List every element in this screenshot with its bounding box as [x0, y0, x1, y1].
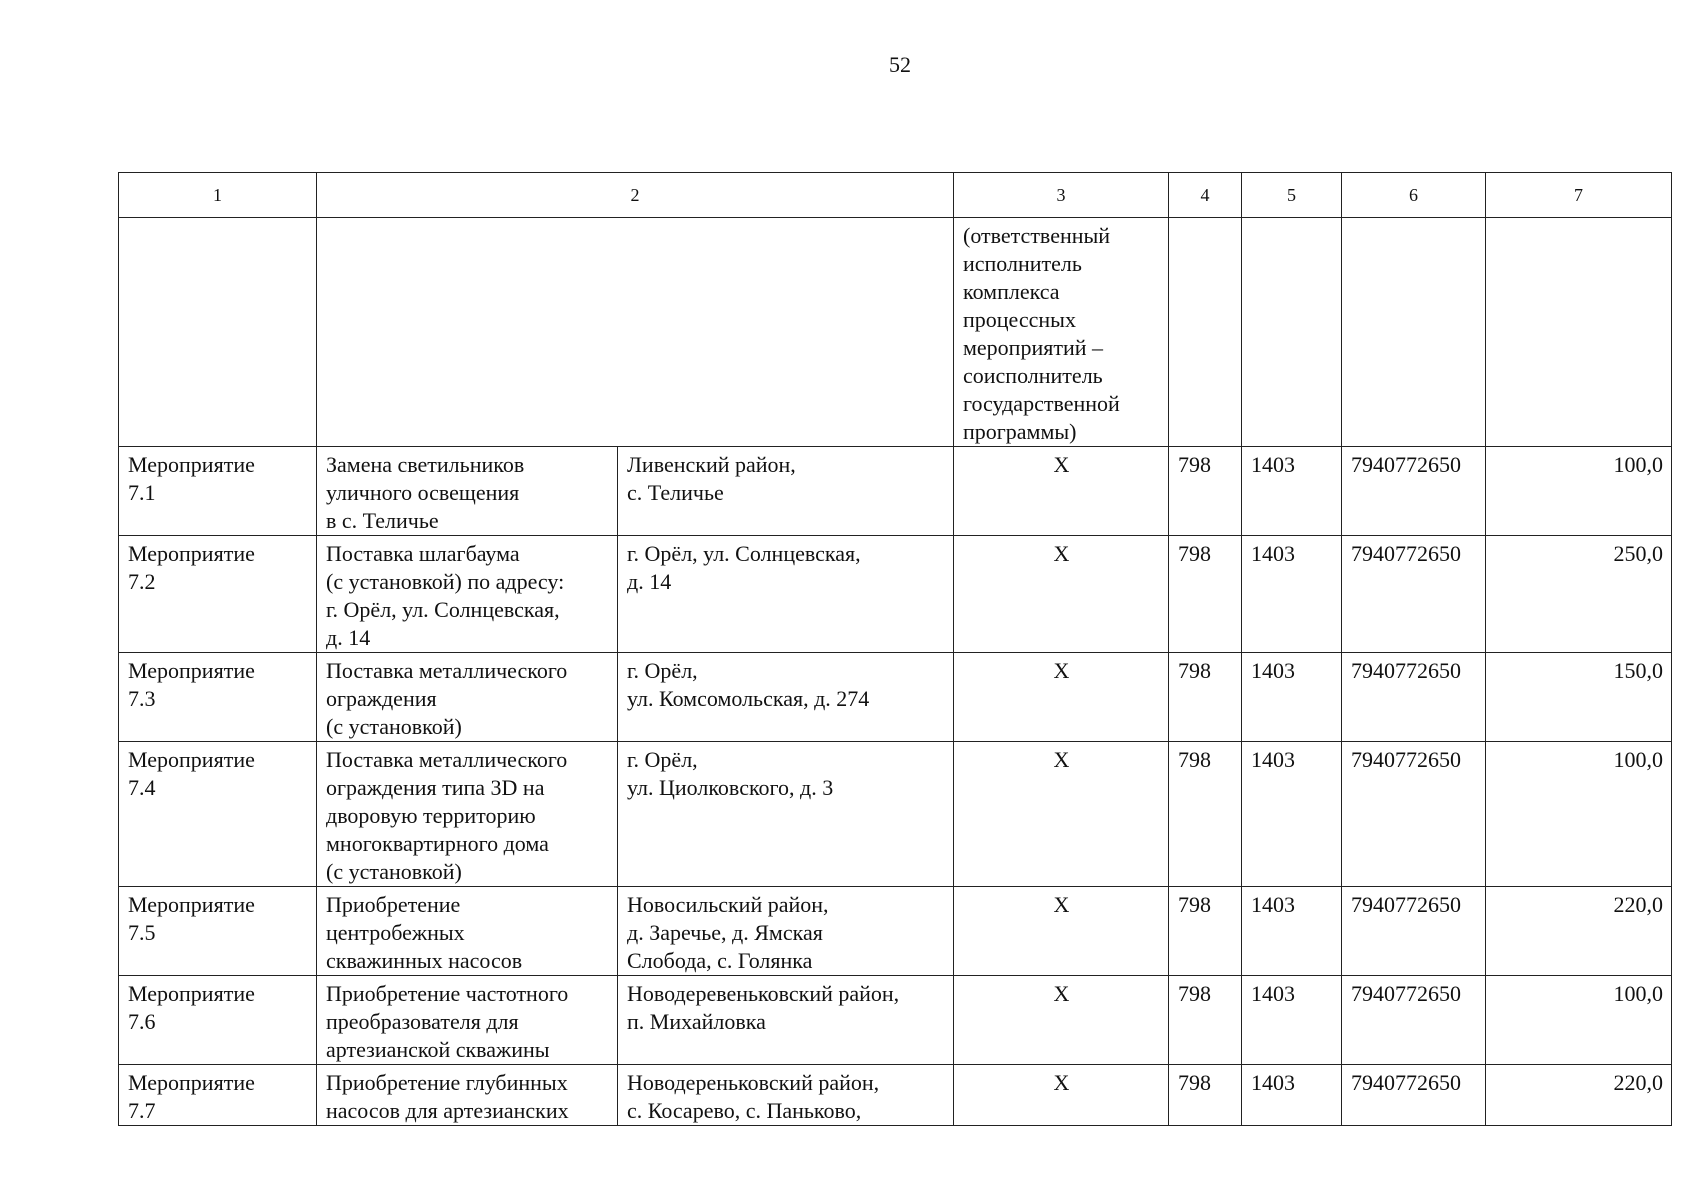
executor-mark: X	[954, 536, 1169, 653]
description-line: (с установкой) по адресу:	[326, 569, 565, 594]
activity-number: 7.5	[128, 920, 156, 945]
activity-name-line: Мероприятие	[128, 981, 255, 1006]
activity-name-line: Мероприятие	[128, 1070, 255, 1095]
description-line: Замена светильников	[326, 452, 525, 477]
amount: 250,0	[1486, 536, 1672, 653]
ministry-code: 798	[1169, 653, 1242, 742]
address-line: ул. Циолковского, д. 3	[627, 775, 834, 800]
executor-note-line: процессных	[963, 307, 1076, 332]
activity-name	[119, 447, 317, 536]
table-row	[119, 742, 1672, 887]
table-row	[119, 653, 1672, 742]
continuation-cell-6	[1342, 218, 1486, 447]
activity-description	[317, 887, 618, 976]
description-line: ограждения типа 3D на	[326, 775, 545, 800]
executor-note-line: комплекса	[963, 279, 1060, 304]
ministry-code: 798	[1169, 536, 1242, 653]
target-article-code: 7940772650	[1342, 887, 1486, 976]
ministry-code: 798	[1169, 976, 1242, 1065]
activity-number: 7.1	[128, 480, 156, 505]
address-line: Новодереньковский район,	[627, 1070, 880, 1095]
amount: 100,0	[1486, 447, 1672, 536]
amount: 150,0	[1486, 653, 1672, 742]
address-line: д. 14	[627, 569, 672, 594]
address-line: д. Заречье, д. Ямская	[627, 920, 823, 945]
executor-note-line: соисполнитель	[963, 363, 1103, 388]
continuation-cell-4	[1169, 218, 1242, 447]
executor-note-cell	[954, 218, 1169, 447]
continuation-cell-1	[119, 218, 317, 447]
activity-name-line: Мероприятие	[128, 892, 255, 917]
description-line: г. Орёл, ул. Солнцевская,	[326, 597, 560, 622]
activity-description	[317, 1065, 618, 1126]
description-line: (с установкой)	[326, 714, 462, 739]
activity-name	[119, 653, 317, 742]
header-col-2: 2	[317, 173, 954, 218]
activity-name-line: Мероприятие	[128, 747, 255, 772]
activity-description	[317, 976, 618, 1065]
executor-mark: X	[954, 742, 1169, 887]
header-col-1: 1	[119, 173, 317, 218]
target-article-code: 7940772650	[1342, 1065, 1486, 1126]
address-line: с. Теличье	[627, 480, 724, 505]
header-row	[119, 173, 1672, 218]
activity-name	[119, 742, 317, 887]
description-line: д. 14	[326, 625, 371, 650]
address-line: п. Михайловка	[627, 1009, 766, 1034]
description-line: центробежных	[326, 920, 465, 945]
continuation-cell-5	[1242, 218, 1342, 447]
activity-description	[317, 742, 618, 887]
description-line: скважинных насосов	[326, 948, 523, 973]
activity-name	[119, 976, 317, 1065]
address-line: Новодеревеньковский район,	[627, 981, 900, 1006]
header-col-7: 7	[1486, 173, 1672, 218]
executor-mark: X	[954, 653, 1169, 742]
executor-note-line: программы)	[963, 419, 1077, 444]
description-line: в с. Теличье	[326, 508, 439, 533]
table-row	[119, 536, 1672, 653]
description-line: Поставка шлагбаума	[326, 541, 520, 566]
target-article-code: 7940772650	[1342, 742, 1486, 887]
activity-description	[317, 653, 618, 742]
activity-address	[618, 653, 954, 742]
activity-name-line: Мероприятие	[128, 452, 255, 477]
description-line: Приобретение глубинных	[326, 1070, 568, 1095]
ministry-code: 798	[1169, 1065, 1242, 1126]
description-line: многоквартирного дома	[326, 831, 549, 856]
activity-address	[618, 447, 954, 536]
executor-mark: X	[954, 887, 1169, 976]
description-line: Приобретение частотного	[326, 981, 569, 1006]
executor-note-line: государственной	[963, 391, 1120, 416]
table-row	[119, 1065, 1672, 1126]
section-code: 1403	[1242, 742, 1342, 887]
activity-number: 7.6	[128, 1009, 156, 1034]
activity-address	[618, 536, 954, 653]
address-line: г. Орёл,	[627, 747, 698, 772]
executor-note-line: мероприятий –	[963, 335, 1104, 360]
ministry-code: 798	[1169, 887, 1242, 976]
amount: 220,0	[1486, 887, 1672, 976]
ministry-code: 798	[1169, 447, 1242, 536]
description-line: Поставка металлического	[326, 747, 568, 772]
activity-name	[119, 536, 317, 653]
activity-name-line: Мероприятие	[128, 541, 255, 566]
description-line: артезианской скважины	[326, 1037, 550, 1062]
activity-address	[618, 887, 954, 976]
activity-number: 7.2	[128, 569, 156, 594]
header-col-3: 3	[954, 173, 1169, 218]
activity-address	[618, 742, 954, 887]
address-line: г. Орёл,	[627, 658, 698, 683]
section-code: 1403	[1242, 447, 1342, 536]
table-row	[119, 976, 1672, 1065]
target-article-code: 7940772650	[1342, 976, 1486, 1065]
address-line: с. Косарево, с. Паньково,	[627, 1098, 862, 1123]
executor-mark: X	[954, 447, 1169, 536]
program-activities-table	[118, 172, 1672, 1126]
header-col-6: 6	[1342, 173, 1486, 218]
address-line: Слобода, с. Голянка	[627, 948, 813, 973]
activity-name-line: Мероприятие	[128, 658, 255, 683]
activity-description	[317, 536, 618, 653]
description-line: насосов для артезианских	[326, 1098, 569, 1123]
address-line: Ливенский район,	[627, 452, 796, 477]
activity-address	[618, 976, 954, 1065]
target-article-code: 7940772650	[1342, 536, 1486, 653]
description-line: (с установкой)	[326, 859, 462, 884]
executor-mark: X	[954, 976, 1169, 1065]
activity-name	[119, 1065, 317, 1126]
amount: 100,0	[1486, 742, 1672, 887]
activity-number: 7.4	[128, 775, 156, 800]
ministry-code: 798	[1169, 742, 1242, 887]
address-line: ул. Комсомольская, д. 274	[627, 686, 870, 711]
executor-note-line: исполнитель	[963, 251, 1082, 276]
section-code: 1403	[1242, 536, 1342, 653]
description-line: Приобретение	[326, 892, 461, 917]
continuation-row	[119, 218, 1672, 447]
description-line: ограждения	[326, 686, 437, 711]
activity-number: 7.3	[128, 686, 156, 711]
section-code: 1403	[1242, 653, 1342, 742]
description-line: уличного освещения	[326, 480, 520, 505]
activity-name	[119, 887, 317, 976]
header-col-4: 4	[1169, 173, 1242, 218]
activity-description	[317, 447, 618, 536]
amount: 100,0	[1486, 976, 1672, 1065]
description-line: дворовую территорию	[326, 803, 536, 828]
activity-address	[618, 1065, 954, 1126]
address-line: г. Орёл, ул. Солнцевская,	[627, 541, 861, 566]
continuation-cell-7	[1486, 218, 1672, 447]
table-row	[119, 447, 1672, 536]
table-row	[119, 887, 1672, 976]
address-line: Новосильский район,	[627, 892, 829, 917]
executor-mark: X	[954, 1065, 1169, 1126]
section-code: 1403	[1242, 887, 1342, 976]
section-code: 1403	[1242, 976, 1342, 1065]
executor-note-line: (ответственный	[963, 223, 1111, 248]
continuation-cell-2	[317, 218, 954, 447]
target-article-code: 7940772650	[1342, 447, 1486, 536]
description-line: Поставка металлического	[326, 658, 568, 683]
description-line: преобразователя для	[326, 1009, 519, 1034]
amount: 220,0	[1486, 1065, 1672, 1126]
section-code: 1403	[1242, 1065, 1342, 1126]
target-article-code: 7940772650	[1342, 653, 1486, 742]
page-number: 52	[889, 52, 911, 77]
header-col-5: 5	[1242, 173, 1342, 218]
activity-number: 7.7	[128, 1098, 156, 1123]
